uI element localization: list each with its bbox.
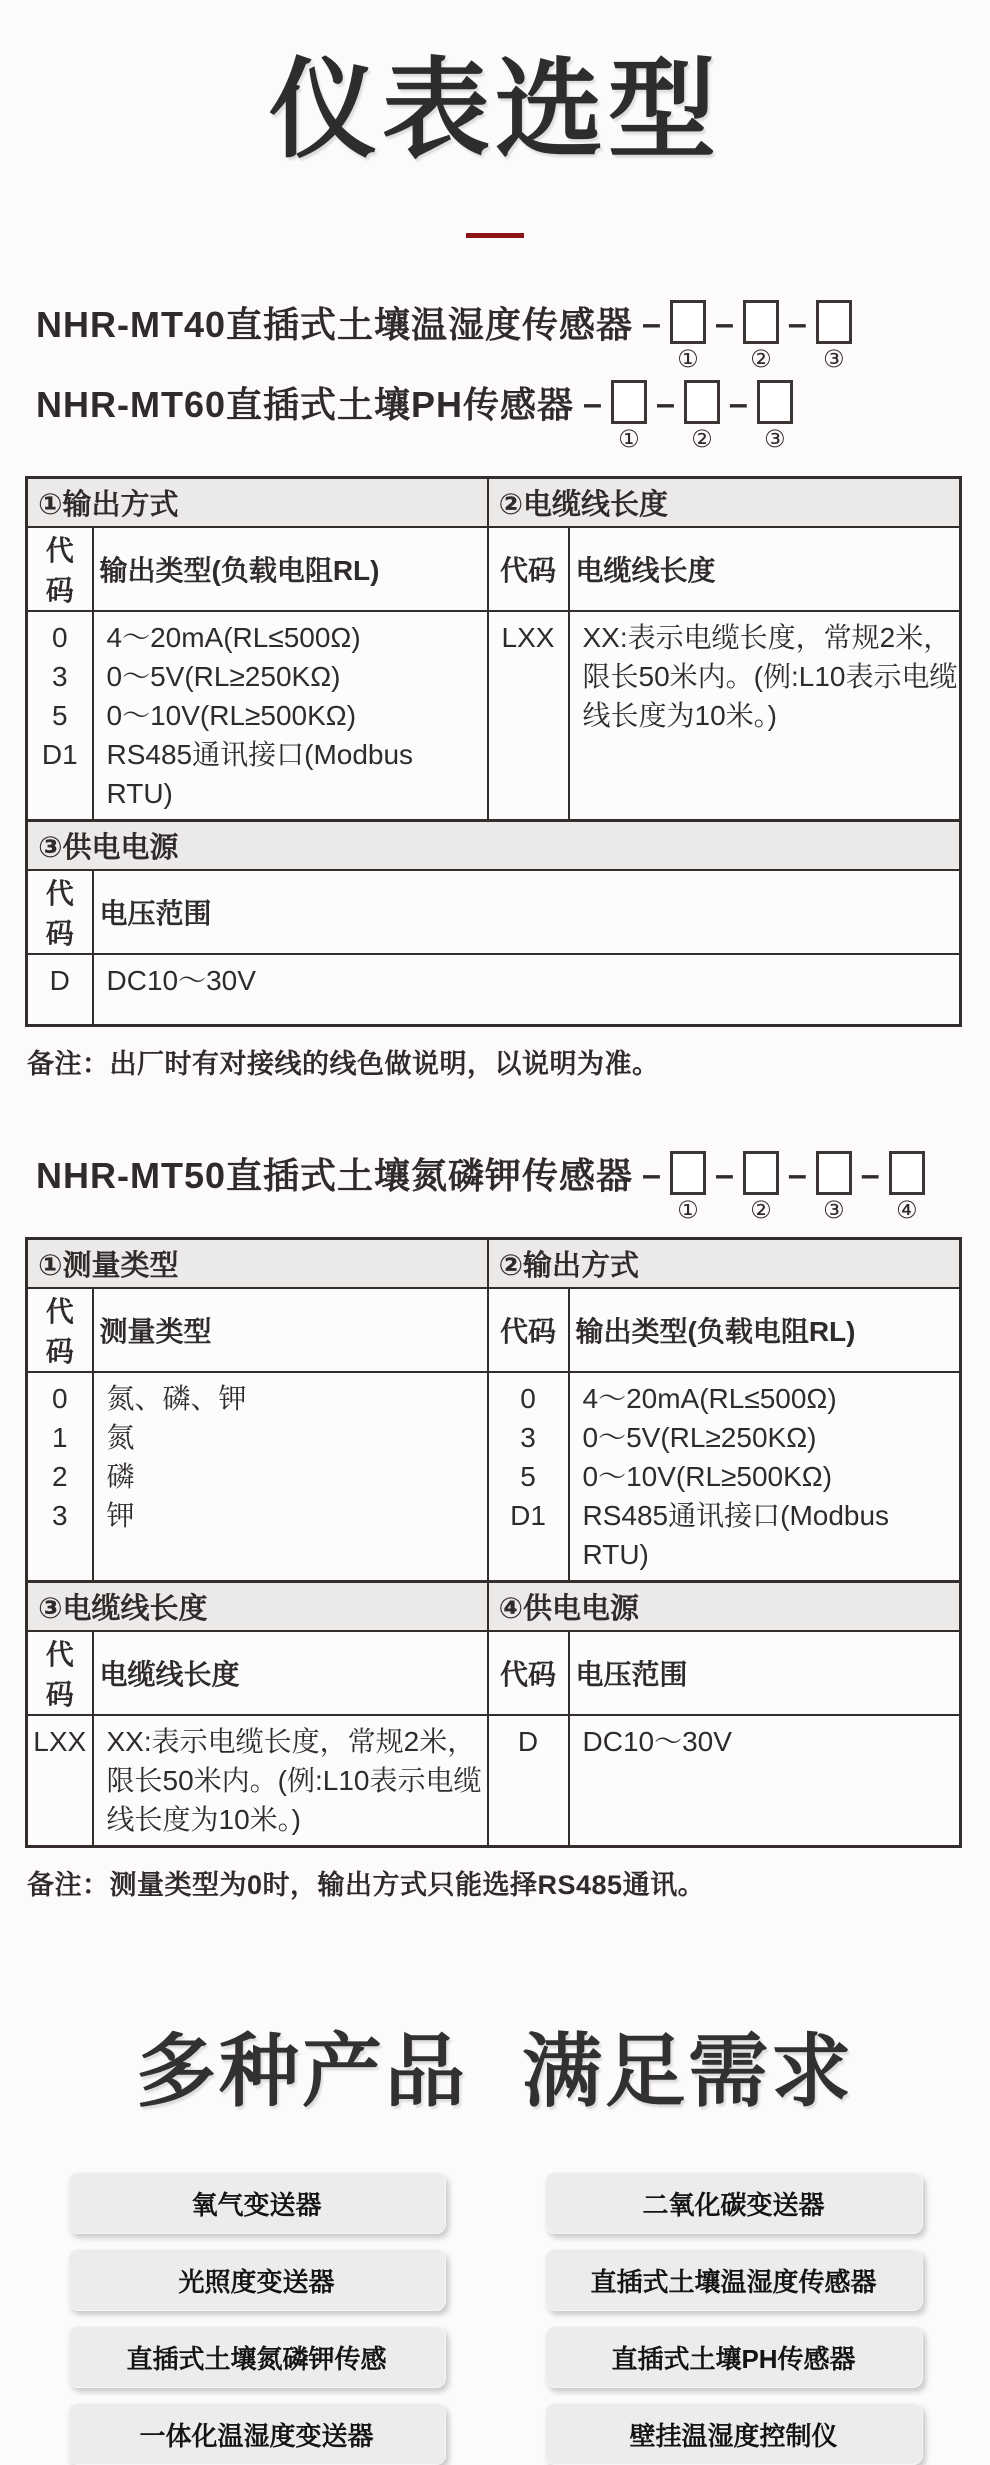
dash-separator: –: [728, 384, 748, 423]
dash-separator: –: [583, 384, 602, 423]
dash-separator: –: [655, 384, 675, 423]
code-value: 1: [51, 1422, 68, 1454]
product-button-soil-ph[interactable]: 直插式土壤PH传感器: [545, 2326, 923, 2388]
value-text: 氮、磷、钾: [106, 1383, 247, 1415]
code-value: 0: [51, 1383, 68, 1415]
red-divider: [466, 233, 524, 238]
code-list: [488, 611, 569, 821]
column-header: 电缆线长度: [569, 527, 961, 611]
value-list: [93, 1372, 488, 1582]
code-value: D1: [510, 1500, 546, 1532]
slot-number: ④: [895, 1197, 918, 1225]
code-value: 5: [51, 699, 68, 731]
order-slot-box: [743, 1151, 779, 1195]
section-title: ①测量类型: [27, 1239, 488, 1289]
column-header: 代码: [27, 1631, 93, 1715]
value-text: 0～10V(RL≥500KΩ): [106, 699, 357, 731]
order-slot: [670, 300, 706, 372]
value-list: [93, 1715, 488, 1847]
value-text: 0～10V(RL≥500KΩ): [582, 1461, 833, 1493]
product-button-illuminance[interactable]: 光照度变送器: [68, 2249, 446, 2311]
products-heading-right: 满足需求: [522, 2027, 854, 2117]
product-button-soil-npk[interactable]: 直插式土壤氮磷钾传感: [68, 2326, 446, 2388]
section-title: ④供电电源: [488, 1582, 961, 1632]
section-title: ②电缆线长度: [488, 477, 961, 527]
model-row-mt40: [36, 300, 990, 372]
column-header: 代码: [27, 527, 93, 611]
model-name: NHR-MT50直插式土壤氮磷钾传感器: [36, 1155, 634, 1197]
column-header: 测量类型: [93, 1288, 488, 1372]
value-text: RS485通讯接口(Modbus RTU): [106, 738, 414, 809]
page-title: 仪表选型: [268, 49, 721, 170]
slot-number: ①: [677, 1197, 699, 1225]
slot-number: ③: [823, 1197, 845, 1225]
order-slot: [684, 380, 720, 452]
value-list: [569, 1372, 961, 1582]
value-text: 磷: [106, 1461, 135, 1493]
code-value: 0: [51, 621, 68, 653]
code-value: LXX: [33, 1726, 87, 1758]
dash-separator: –: [642, 304, 661, 343]
column-header: 电缆线长度: [93, 1631, 488, 1715]
product-button-co2[interactable]: 二氧化碳变送器: [545, 2172, 923, 2234]
product-button-integrated-temp-humidity[interactable]: 一体化温湿度变送器: [68, 2403, 446, 2465]
slot-number: ③: [823, 345, 845, 373]
products-grid: [0, 2172, 990, 2465]
section-title: ③电缆线长度: [27, 1582, 488, 1632]
code-value: 3: [520, 1422, 536, 1454]
model-code-group-mt40-mt60: [36, 300, 990, 452]
note-mt50: 备注：测量类型为0时，输出方式只能选择RS485通讯。: [27, 1870, 706, 1901]
order-slot: [816, 1151, 852, 1223]
value-text: DC10～30V: [106, 964, 256, 996]
dash-separator: –: [787, 1156, 807, 1195]
code-list: [27, 954, 93, 1026]
code-value: 2: [51, 1461, 68, 1493]
code-list: [27, 1372, 93, 1582]
note-mt40-60: 备注：出厂时有对接线的线色做说明，以说明为准。: [27, 1049, 660, 1080]
code-value: 5: [520, 1461, 536, 1493]
code-value: 3: [51, 660, 68, 692]
code-list: [27, 1715, 93, 1847]
column-header: 输出类型(负载电阻RL): [569, 1288, 961, 1372]
order-slot-box: [889, 1151, 925, 1195]
order-slot-box: [757, 380, 793, 424]
model-code-group-mt50: [36, 1151, 990, 1223]
product-button-wall-mounted-controller[interactable]: 壁挂温湿度控制仪: [545, 2403, 923, 2465]
slot-number: ③: [764, 425, 786, 453]
column-header: 代码: [488, 1631, 569, 1715]
products-heading-left: 多种产品: [136, 2027, 468, 2117]
order-slot-box: [670, 300, 706, 344]
column-header: 代码: [27, 870, 93, 954]
value-text: 氮: [106, 1422, 135, 1454]
product-button-soil-temp-humidity[interactable]: 直插式土壤温湿度传感器: [545, 2249, 923, 2311]
dash-separator: –: [860, 1156, 880, 1195]
value-text: 0～5V(RL≥250KΩ): [582, 1422, 817, 1454]
slot-number: ①: [618, 425, 640, 453]
value-text: XX:表示电缆长度，常规2米，限长50米内。(例:L10表示电缆线长度为10米。): [582, 621, 958, 731]
order-slot: [670, 1151, 706, 1223]
section-title: ③供电电源: [27, 820, 961, 870]
value-text: 钾: [106, 1500, 135, 1532]
product-button-oxygen[interactable]: 氧气变送器: [68, 2172, 446, 2234]
value-text: DC10～30V: [582, 1726, 732, 1758]
order-slot: [757, 380, 793, 452]
code-value: D1: [41, 738, 78, 770]
slot-number: ②: [750, 345, 772, 373]
value-text: 4～20mA(RL≤500Ω): [106, 621, 361, 653]
order-slot: [611, 380, 647, 452]
column-header: 电压范围: [93, 870, 961, 954]
order-slot: [743, 1151, 779, 1223]
code-list: [488, 1715, 569, 1847]
code-value: 3: [51, 1500, 68, 1532]
value-text: XX:表示电缆长度，常规2米，限长50米内。(例:L10表示电缆线长度为10米。): [106, 1726, 482, 1836]
order-slot-box: [611, 380, 647, 424]
column-header: 代码: [27, 1288, 93, 1372]
code-value: D: [517, 1726, 539, 1758]
order-slot: [743, 300, 779, 372]
model-row-mt50: [36, 1151, 990, 1223]
column-header: 输出类型(负载电阻RL): [93, 527, 488, 611]
model-name: NHR-MT40直插式土壤温湿度传感器: [36, 303, 634, 345]
mt40-60-power-table: [25, 819, 962, 1028]
model-name: NHR-MT60直插式土壤PH传感器: [36, 383, 575, 425]
mt40-60-output-cable-table: [25, 476, 962, 822]
order-slot-box: [816, 300, 852, 344]
dash-separator: –: [642, 1156, 661, 1195]
slot-number: ①: [677, 345, 699, 373]
dash-separator: –: [714, 1156, 734, 1195]
value-text: 4～20mA(RL≤500Ω): [582, 1383, 837, 1415]
mt50-cable-power-table: [25, 1580, 962, 1848]
dash-separator: –: [714, 304, 734, 343]
column-header: 电压范围: [569, 1631, 961, 1715]
order-slot-box: [684, 380, 720, 424]
order-slot-box: [670, 1151, 706, 1195]
value-text: RS485通讯接口(Modbus RTU): [582, 1500, 890, 1571]
dash-separator: –: [787, 304, 807, 343]
products-heading: [0, 2027, 990, 2117]
code-list: [27, 611, 93, 821]
order-slot: [889, 1151, 925, 1223]
value-text: 0～5V(RL≥250KΩ): [106, 660, 341, 692]
model-row-mt60: [36, 380, 990, 452]
code-value: LXX: [501, 621, 555, 653]
mt50-measure-output-table: [25, 1237, 962, 1583]
value-list: [93, 611, 488, 821]
section-title: ①输出方式: [27, 477, 488, 527]
order-slot: [816, 300, 852, 372]
code-value: D: [49, 964, 70, 996]
order-slot-box: [816, 1151, 852, 1195]
column-header: 代码: [488, 527, 569, 611]
order-slot-box: [743, 300, 779, 344]
code-list: [488, 1372, 569, 1582]
value-list: [569, 1715, 961, 1847]
value-list: [569, 611, 961, 821]
code-value: 0: [520, 1383, 536, 1415]
value-list: [93, 954, 961, 1026]
section-title: ②输出方式: [488, 1239, 961, 1289]
column-header: 代码: [488, 1288, 569, 1372]
slot-number: ②: [691, 425, 713, 453]
slot-number: ②: [750, 1197, 772, 1225]
